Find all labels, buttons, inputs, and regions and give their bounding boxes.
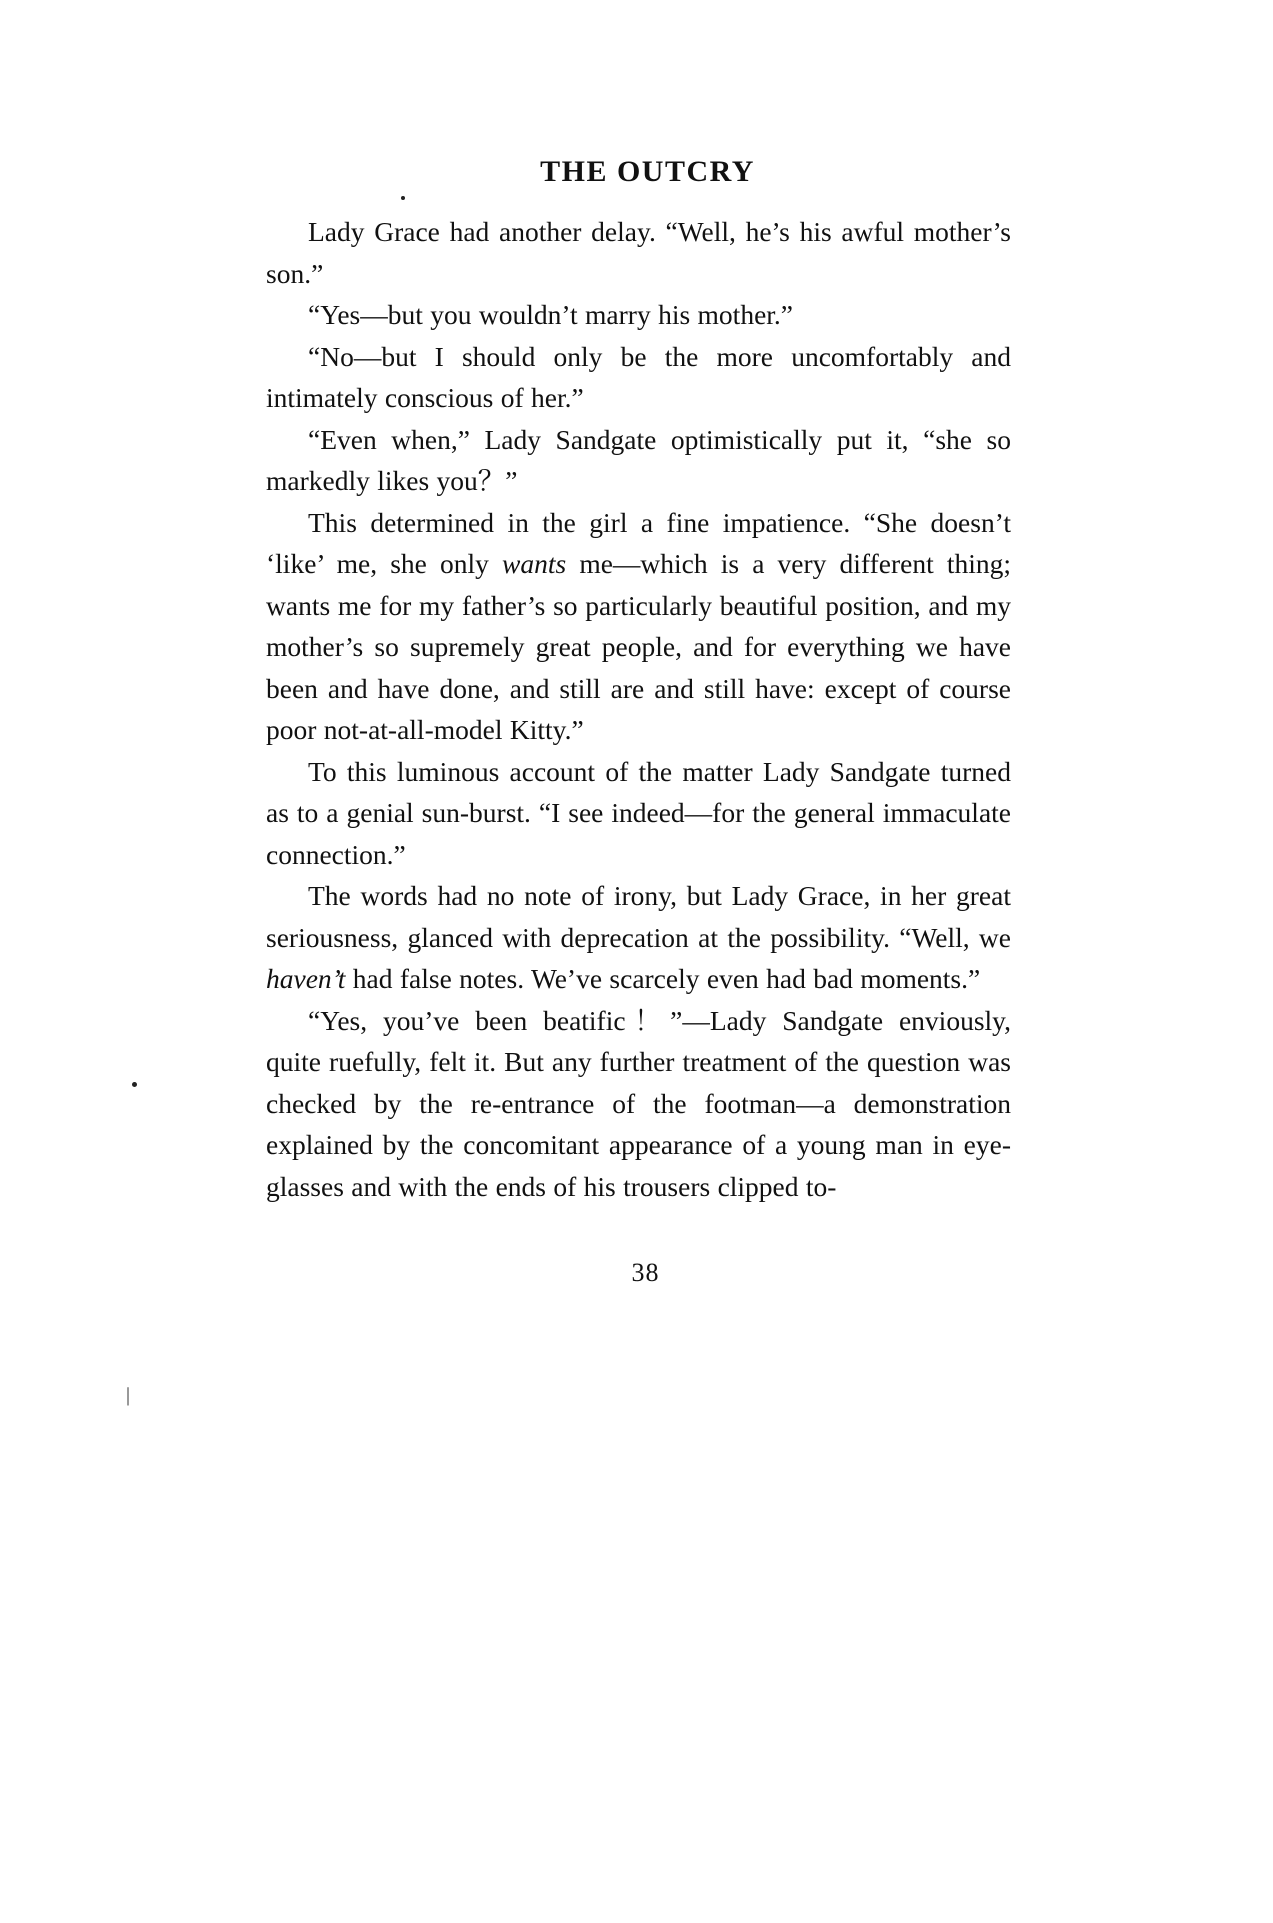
paragraph: “Yes—but you wouldn’t marry his mother.” — [308, 299, 793, 330]
paragraph: The words had no note of irony, but Lady Grace, in her great seriousness, glanced with deprecation at the possibility. “Well, we haven’t had false notes. We’ve scarcely even had bad moments.” — [266, 880, 1011, 994]
ink-speck-left-margin — [132, 1082, 137, 1087]
paragraph: “No—but I should only be the more uncomfortably and intimately conscious of her.” — [266, 340, 1011, 413]
running-head: THE OUTCRY — [540, 155, 755, 188]
paragraph: This determined in the girl a fine impatience. “She doesn’t ‘like’ me, she only wants me—which is a very different thing; wants me for my father’s so particularly beautiful position, and my mother’s so supremely great people, and for everything we have been and have done, and still are and still have: except of course poor not-at-all-model Kitty.” — [266, 506, 1012, 745]
body-text — [266, 211, 1011, 1207]
margin-mark: | — [126, 1384, 131, 1406]
paragraph: “Even when,” Lady Sandgate optimistically put it, “she so markedly likes you？” — [266, 423, 1011, 496]
page-number: 38 — [631, 1258, 660, 1287]
paragraph: Lady Grace had another delay. “Well, he’s his awful mother’s son.” — [266, 216, 1011, 289]
paragraph: To this luminous account of the matter Lady Sandgate turned as to a genial sun-burst. “I see indeed—for the general immaculate connection.” — [266, 755, 1011, 870]
paragraph: “Yes, you’ve been beatific！”—Lady Sandgate enviously, quite ruefully, felt it. But any further treatment of the question was checked by the re-entrance of the footman—a demonstration explained by the concomitant appearance of a young man in eye-glasses and with the ends of his trousers clipped to- — [266, 1004, 1011, 1202]
text-column — [266, 155, 1011, 1207]
